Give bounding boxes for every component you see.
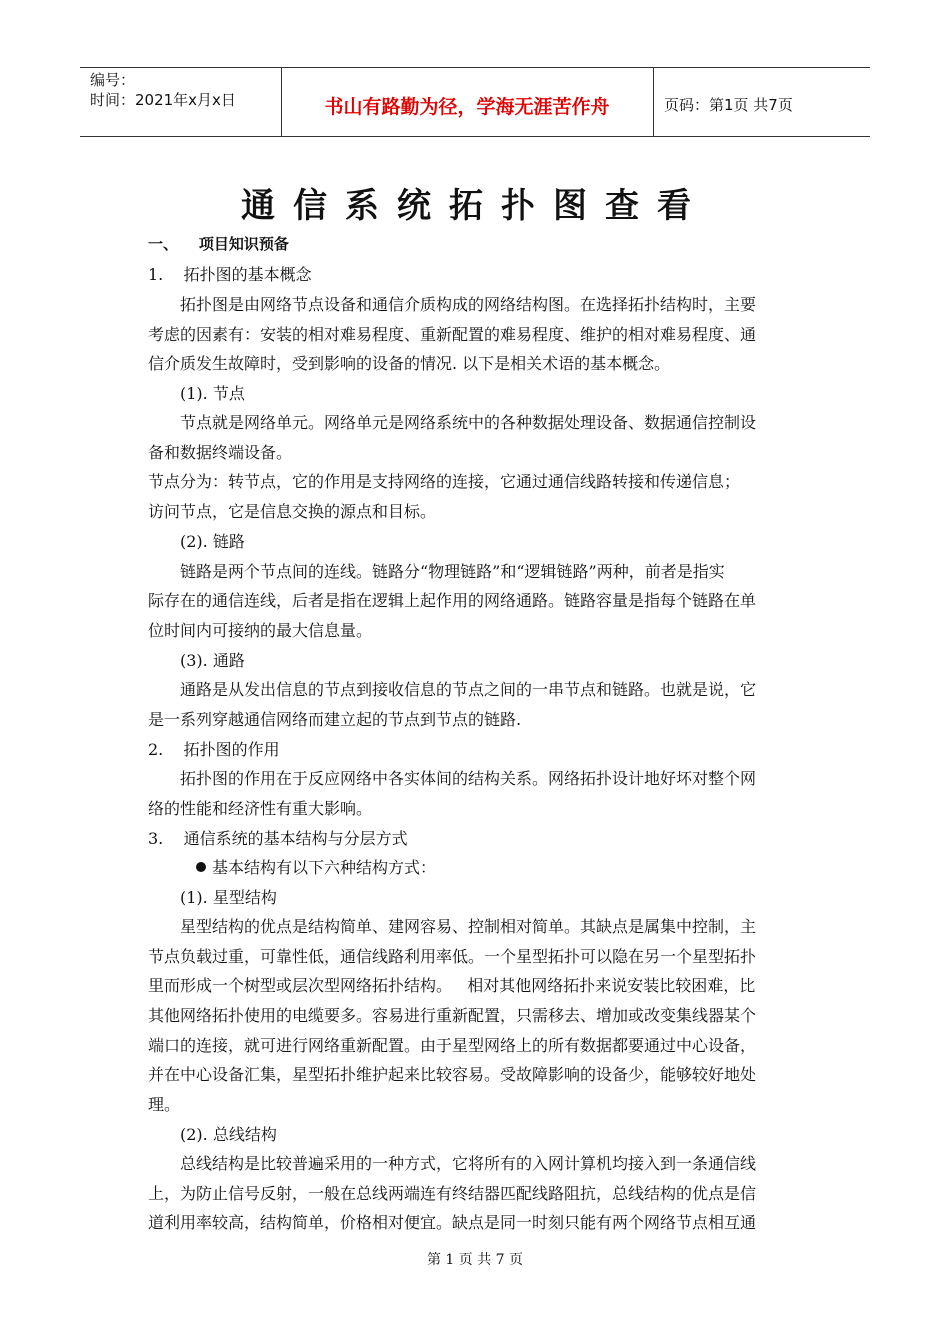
paragraph-line: 位时间内可接纳的最大信息量。 xyxy=(148,621,373,640)
paragraph-line: 考虑的因素有：安装的相对难易程度、重新配置的难易程度、维护的相对难易程度、通 xyxy=(148,325,757,344)
bullet-icon xyxy=(196,862,206,872)
paragraph-line: 上，为防止信号反射，一般在总线两端连有终结器匹配线路阻抗，总线结构的优点是信 xyxy=(148,1184,757,1203)
paragraph-line: 里而形成一个树型或层次型网络拓扑结构。 相对其他网络拓扑来说安装比较困难，比 xyxy=(148,976,756,995)
paragraph-line: 拓扑图是由网络节点设备和通信介质构成的网络结构图。在选择拓扑结构时，主要 xyxy=(180,295,757,314)
paragraph-line: 并在中心设备汇集，星型拓扑维护起来比较容易。受故障影响的设备少，能够较好地处 xyxy=(148,1065,757,1084)
paragraph-line: 际存在的通信连线，后者是指在逻辑上起作用的网络通路。链路容量是指每个链路在单 xyxy=(148,591,757,610)
paragraph-line: 节点分为：转节点，它的作用是支持网络的连接，它通过通信线路转接和传递信息； xyxy=(148,472,741,491)
subheading-link: (2). 链路 xyxy=(180,532,245,551)
section-heading-1: 一、 项目知识预备 xyxy=(148,235,289,253)
subheading-star: (1). 星型结构 xyxy=(180,888,277,907)
paragraph-line: 拓扑图的作用在于反应网络中各实体间的结构关系。网络拓扑设计地好坏对整个网 xyxy=(180,769,757,788)
header-meta xyxy=(90,70,236,110)
heading-2: 2. 拓扑图的作用 xyxy=(148,740,280,759)
heading-3: 3. 通信系统的基本结构与分层方式 xyxy=(148,829,408,848)
header-top-rule xyxy=(80,67,870,68)
paragraph-line: 节点就是网络单元。网络单元是网络系统中的各种数据处理设备、数据通信控制设 xyxy=(180,413,757,432)
header-time-label: 时间：2021年x月x日 xyxy=(90,91,236,109)
paragraph-line: 总线结构是比较普遍采用的一种方式，它将所有的入网计算机均接入到一条通信线 xyxy=(180,1154,757,1173)
paragraph-line: 其他网络拓扑使用的电缆要多。容易进行重新配置，只需移去、增加或改变集线器某个 xyxy=(148,1006,757,1025)
paragraph-line: 通路是从发出信息的节点到接收信息的节点之间的一串节点和链路。也就是说，它 xyxy=(180,680,757,699)
paragraph-line: 节点负载过重，可靠性低，通信线路利用率低。一个星型拓扑可以隐在另一个星型拓扑 xyxy=(148,947,757,966)
header-number-label: 编号： xyxy=(90,71,136,89)
paragraph-line: 访问节点，它是信息交换的源点和目标。 xyxy=(148,502,437,521)
subheading-path: (3). 通路 xyxy=(180,651,245,670)
heading-1: 1. 拓扑图的基本概念 xyxy=(148,265,312,284)
paragraph-line: 星型结构的优点是结构简单、建网容易、控制相对简单。其缺点是属集中控制，主 xyxy=(180,917,757,936)
header-divider-right xyxy=(653,67,654,136)
paragraph-line: 是一系列穿越通信网络而建立起的节点到节点的链路. xyxy=(148,710,522,729)
paragraph-line: 链路是两个节点间的连线。链路分“物理链路”和“逻辑链路”两种，前者是指实 xyxy=(180,562,725,581)
document-title: 通信系统拓扑图查看 xyxy=(241,186,709,226)
subheading-bus: (2). 总线结构 xyxy=(180,1125,277,1144)
page-footer: 第 1 页 共 7 页 xyxy=(426,1252,524,1268)
bullet-item xyxy=(196,855,436,878)
paragraph-line: 道利用率较高，结构简单，价格相对便宜。缺点是同一时刻只能有两个网络节点相互通 xyxy=(148,1213,757,1232)
paragraph-line: 端口的连接，就可进行网络重新配置。由于星型网络上的所有数据都要通过中心设备， xyxy=(148,1036,757,1055)
paragraph-line: 理。 xyxy=(148,1095,181,1114)
subheading-node: (1). 节点 xyxy=(180,384,245,403)
header-motto: 书山有路勤为径，学海无涯苦作舟 xyxy=(324,96,610,118)
paragraph-line: 备和数据终端设备。 xyxy=(148,443,293,462)
header-page-info: 页码：第1页 共7页 xyxy=(664,96,793,114)
paragraph-line: 络的性能和经济性有重大影响。 xyxy=(148,799,373,818)
paragraph-line: 信介质发生故障时，受到影响的设备的情况. 以下是相关术语的基本概念。 xyxy=(148,354,671,373)
header-bottom-rule xyxy=(80,136,870,137)
bullet-text: 基本结构有以下六种结构方式： xyxy=(212,858,437,877)
